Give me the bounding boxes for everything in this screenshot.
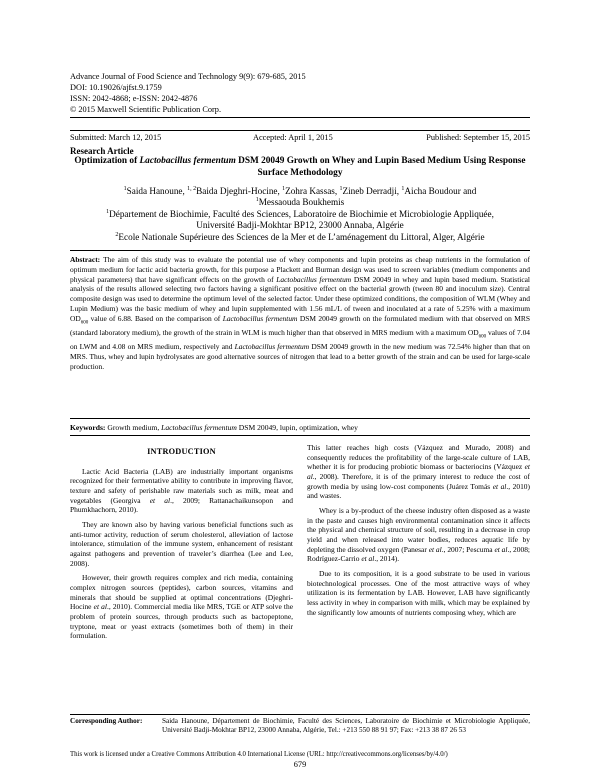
paragraph: Due to its composition, it is a good substrate to be used in various biotechnological processes. One of the most attractive ways of whey utilization is its fermentation by LAB. However, LAB have significantly less activity in whey in comparison with milk, which may be explained by the significantly low amounts of nutrients composing whey, which are: [307, 568, 530, 617]
paragraph: However, their growth requires complex and rich media, containing complex nitrogen sources (peptides), carbon sources, vitamins and minerals that should be supplied at optimal concentrations (Djeghri-Hocine et al., 2010). Commercial media like MRS, TGE or ATP solve the problem of protein sources, through products such as bactopeptone, tryptone, meat or yeast extracts (sometimes both of them) in their formulation.: [70, 573, 293, 641]
journal-header: [70, 71, 306, 115]
section-heading-introduction: INTRODUCTION: [147, 447, 216, 456]
header-rule-top: [70, 117, 530, 118]
submitted-date: Submitted: March 12, 2015: [70, 133, 162, 142]
journal-citation: Advance Journal of Food Science and Technology 9(9): 679-685, 2015: [70, 72, 306, 81]
affiliation-2: $^2$Ecole Nationale Supérieure des Sciences de la Mer et de L’aménagement du Littoral, Alger, Algérie: [115, 231, 485, 242]
author-list: $^1$Saida Hanoune, $^{1, 2}$Baida Djeghri-Hocine, $^1$Zohra Kassas, $^1$Zineb Derradji, $^1$Aicha Boudour and $^1$Messaouda Boukhemis: [123, 185, 477, 207]
paper-title: Optimization of Lactobacillus fermentum DSM 20049 Growth on Whey and Lupin Based Medium Using Response Surface Methodology: [74, 156, 526, 178]
author: Zineb Derradji,: [342, 186, 402, 196]
footer-rule: [70, 714, 530, 715]
author: Saida Hanoune,: [126, 186, 188, 196]
paragraph: This latter reaches high costs (Vázquez and Murado, 2008) and consequently reduces the profitability of the large-scale culture of LAB, whether it is for producing probiotic biomass or bacteriocins (Vázquez et al., 2008). Therefore, it is of the primary interest to reduce the cost of growth media by using low-cost components (Juárez Tomás et al., 2010) and wastes.: [307, 443, 530, 501]
abstract-label: Abstract:: [70, 255, 101, 264]
corresponding-author-label: Corresponding Author:: [70, 717, 143, 725]
published-date: Published: September 15, 2015: [426, 133, 530, 142]
author: Messaouda Boukhemis: [258, 197, 345, 207]
paragraph: Lactic Acid Bacteria (LAB) are industrially important organisms recognized for their fermentative ability to contribute in improving flavor, texture and safety of perishable raw materials such as milk, meat and vegetables (Georgiva et al., 2009; Rattanachaikunsopon and Phumkhachorn, 2010).: [70, 466, 294, 515]
left-column: [70, 443, 293, 646]
doi[interactable]: DOI: 10.19026/ajfst.9.1759: [70, 83, 162, 92]
copyright: © 2015 Maxwell Scientific Publication Corp.: [70, 105, 222, 114]
right-column: [307, 443, 530, 622]
author: Zohra Kassas,: [285, 186, 340, 196]
license-notice[interactable]: This work is licensed under a Creative Commons Attribution 4.0 International License (URL: http://creativecommons.org/licenses/by/4.0/): [70, 751, 448, 758]
abstract: Abstract: The aim of this study was to evaluate the potential use of whey components and lupin proteins as cheap nutrients in the formulation of optimum medium for lactic acid bacteria growth, for this purpose a Plackett and Burman design was used to screen variables (medium components and physical parameters) that have significant effects on the growth of Lactobacillus fermentum DSM 20049 in whey and lupin based medium. Statistical analysis of the results allowed selecting two factors having a significant positive effect on the bacterial growth (tween 80 and inoculum size). Central composite design was used to determine the optimum level of the selected factor. Under these optimized conditions, the composition of WLM (Whey and Lupin Medium) was the basic medium of whey and lupin supplemented with 1.56 mL/L of tween and inoculated at a rate of 5.25% with a maximum $OD_{600}$ value of 6.88. Based on the comparison of Lactobacillus fermentum DSM 20049 growth on the formulated medium with that observed on MRS (standard laboratory medium), the growth of the strain in WLM is much higher than that observed in MRS medium with a maximum $OD_{600}$ values of 7.04 on LWM and 4.08 on MRS medium, respectively and Lactobacillus fermentum DSM 20049 growth in the new medium was 72.54% higher than that on MRS. Thus, whey and lupin hydrolysates are good alternative sources of nitrogen that lead to a better growth of the strain and can be used for large-scale production.: [70, 255, 531, 371]
keywords: Keywords: Growth medium, Lactobacillus fermentum DSM 20049, lupin, optimization, whey: [70, 423, 358, 432]
corresponding-author-text: Saida Hanoune, Département de Biochimie, Faculté des Sciences, Laboratoire de Biochimie et Microbiologie Appliquée, Université Badji-Mokhtar BP12, 23000 Annaba, Algérie, Tel.: +213 550 88 91 97; Fax: +213 38 87 26 53: [162, 717, 530, 735]
accepted-date: Accepted: April 1, 2015: [253, 133, 333, 142]
keywords-rule: [70, 435, 530, 436]
author: Baida Djeghri-Hocine,: [196, 186, 283, 196]
issn: ISSN: 2042-4868; e-ISSN: 2042-4876: [70, 94, 198, 103]
affiliation-1: $^1$Département de Biochimie, Faculté des Sciences, Laboratoire de Biochimie et Microbiologie Appliquée, Université Badji-Mokhtar BP12, 23000 Annaba, Algérie: [106, 208, 494, 230]
paragraph: They are known also by having various beneficial functions such as anti-tumor activity, reduction of serum cholesterol, alleviation of lactose intolerance, stimulation of the immune system, enhancement of resistant against pathogens and prevention of traveler’s diarrhea (Lee and Lee, 2008).: [70, 519, 293, 568]
author: Aicha Boudour and: [404, 186, 477, 196]
abstract-rule-bottom: [70, 418, 530, 419]
header-rule-bottom: [70, 130, 530, 131]
article-type: Research Article: [70, 146, 134, 156]
corresponding-author: [70, 717, 530, 736]
page-number: 679: [293, 760, 307, 769]
abstract-rule-top: [70, 250, 530, 251]
paragraph: Whey is a by-product of the cheese industry often disposed as a waste in the paste and causes high environmental contamination since it affects the physical and chemical structure of soil, resulting in a decrease in crop yield and when released into water bodies, reduces aquatic life by depleting the dissolved oxygen (Panesar et al., 2007; Pescuma et al., 2008; Rodríguez-Carrio et al., 2014).: [307, 505, 530, 564]
